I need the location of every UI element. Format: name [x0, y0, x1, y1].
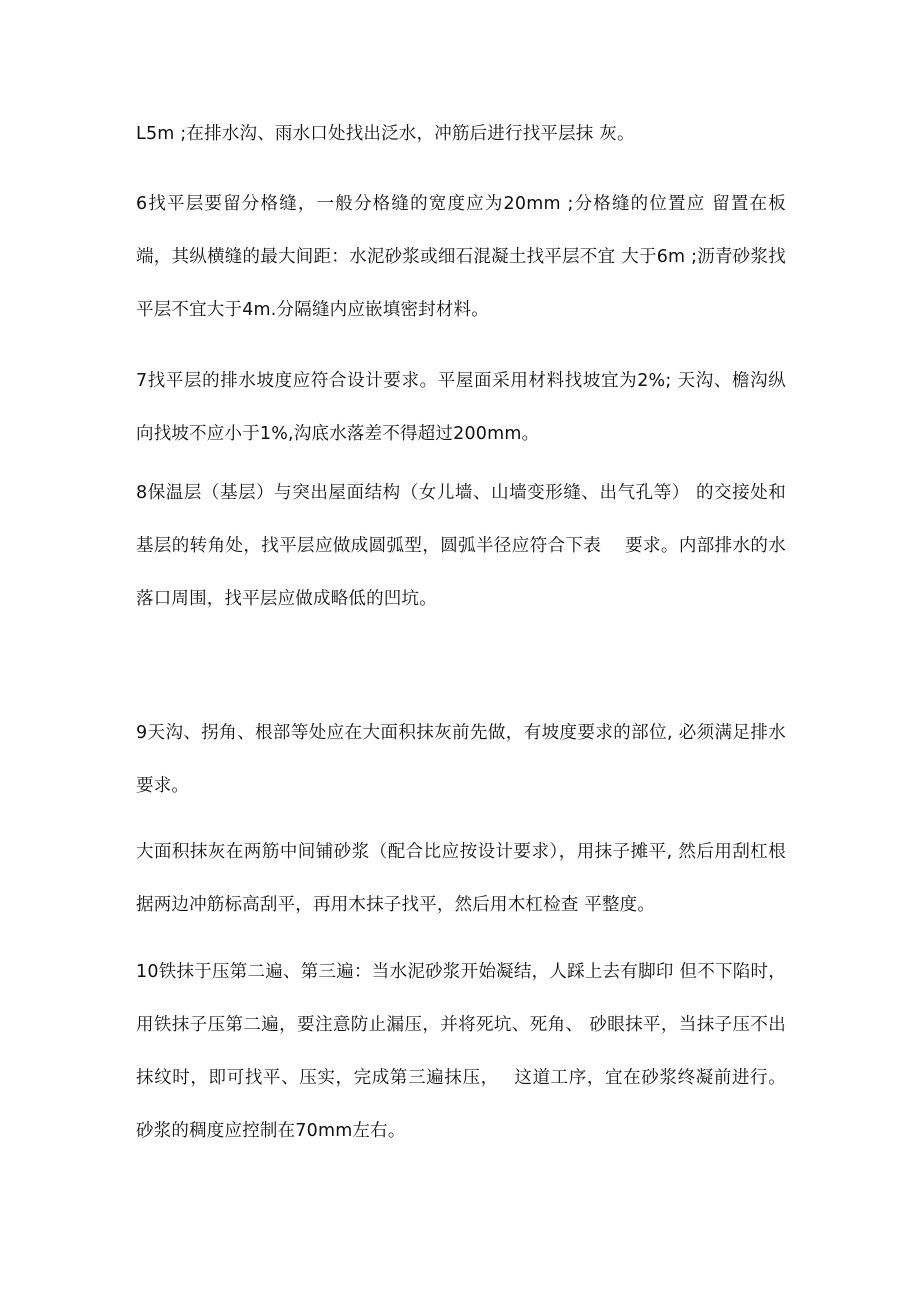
paragraph-7-drainage-slope: 7找平层的排水坡度应符合设计要求。平屋面采用材料找坡宜为2%; 天沟、檐沟纵向找坡不应小于1%,沟底水落差不得超过200mm。 [136, 371, 786, 444]
paragraph-large-area-plaster: 大面积抹灰在两筋中间铺砂浆（配合比应按设计要求），用抹子摊平, 然后用刮杠根据两边冲筋标高刮平，再用木抹子找平，然后用木杠检查 平整度。 [136, 842, 786, 915]
paragraph-leveling-plaster: L5m ;在排水沟、雨水口处找出泛水，冲筋后进行找平层抹 灰。 [136, 124, 635, 144]
paragraph-6-dividing-joints: 6找平层要留分格缝，一般分格缝的宽度应为20mm ;分格缝的位置应 留置在板端，其纵横缝的最大间距：水泥砂浆或细石混凝土找平层不宜 大于6m ;沥青砂浆找平层不宜大于4m.分隔缝内应嵌填密封材料。 [136, 194, 786, 320]
paragraph-8-arc-corners: 8保温层（基层）与突出屋面结构（女儿墙、山墙变形缝、出气孔等） 的交接处和基层的转角处，找平层应做成圆弧型，圆弧半径应符合下表 要求。内部排水的水落口周围，找平层应做成略低的凹坑。 [136, 483, 786, 609]
paragraph-10-iron-trowel: 10铁抹于压第二遍、第三遍：当水泥砂浆开始凝结，人踩上去有脚印 但不下陷时，用铁抹子压第二遍，要注意防止漏压，并将死坑、死角、 砂眼抹平，当抹子压不出抹纹时，即可找平、压实，完成第三遍抹压， 这道工序，宜在砂浆终凝前进行。砂浆的稠度应控制在70mm左右。 [136, 962, 786, 1141]
paragraph-9-gutters-first: 9天沟、拐角、根部等处应在大面积抹灰前先做，有坡度要求的部位, 必须满足排水要求。 [136, 723, 786, 796]
